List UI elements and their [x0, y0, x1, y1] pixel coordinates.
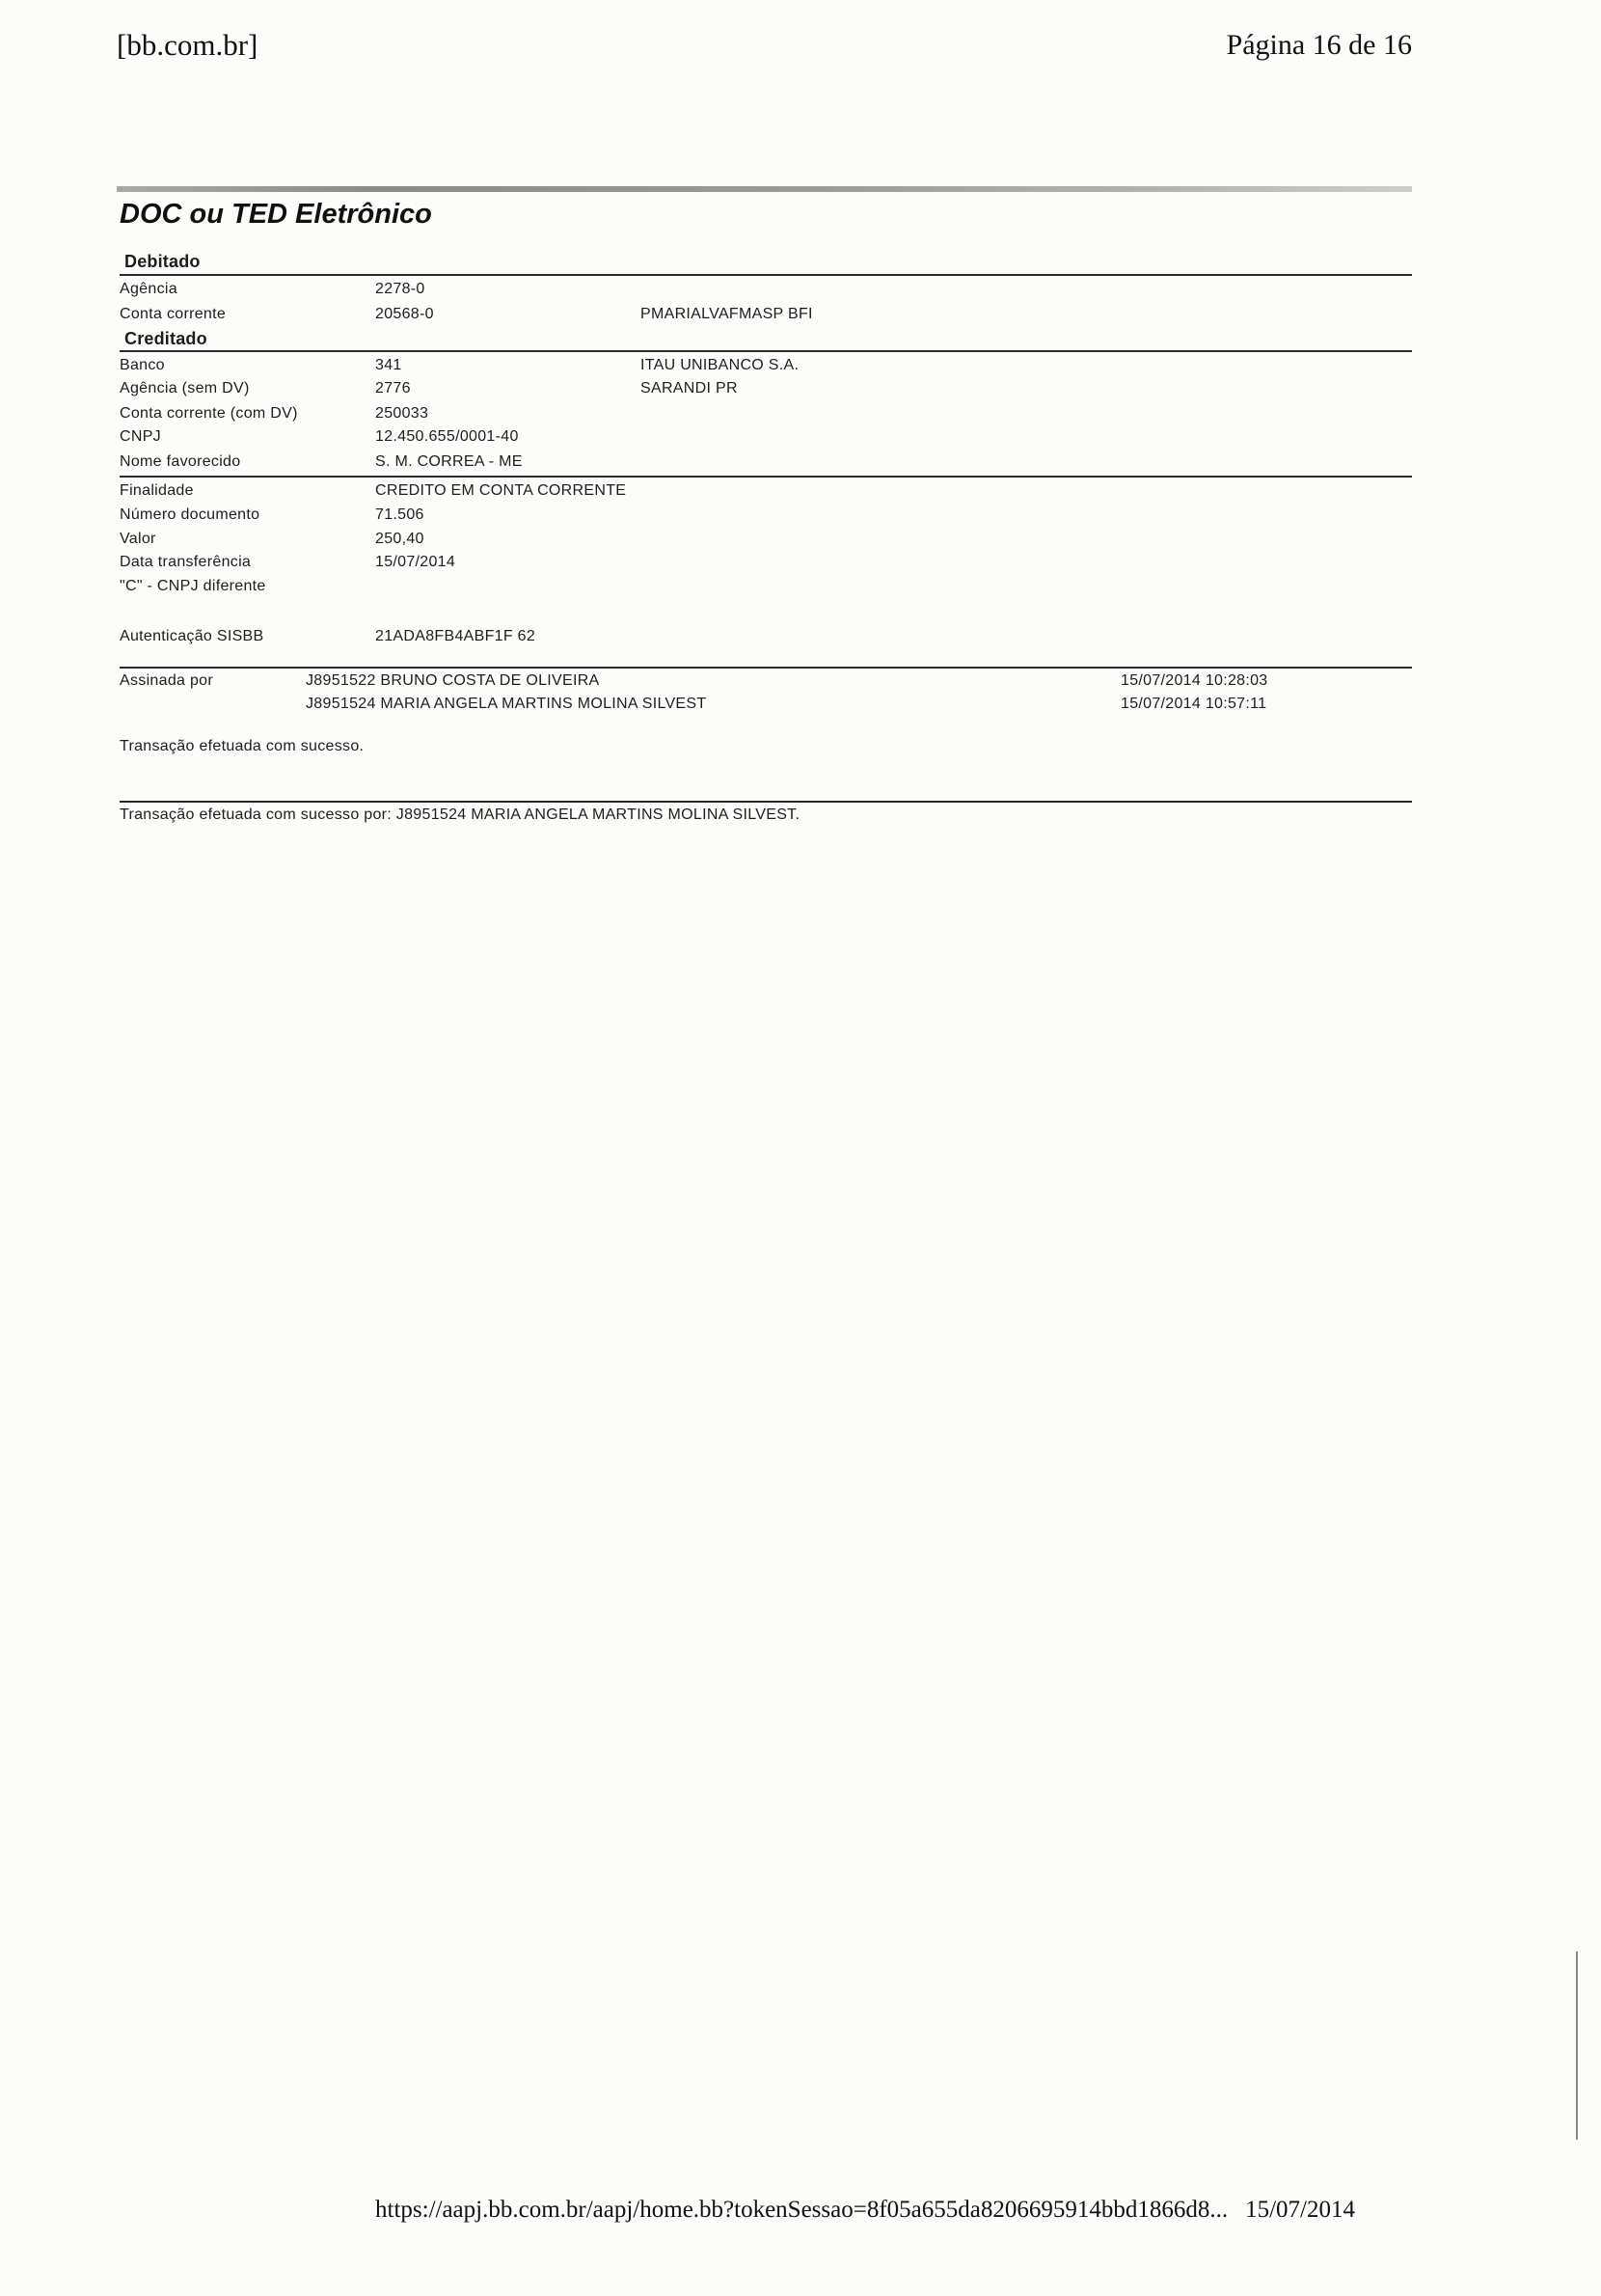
assinada-por-label: Assinada por [120, 672, 213, 689]
data-transferencia-label: Data transferência [120, 554, 252, 570]
signer-datetime: 15/07/2014 10:28:03 [1121, 672, 1268, 689]
data-transferencia-value: 15/07/2014 [375, 554, 456, 570]
status-message: Transação efetuada com sucesso. [120, 738, 365, 754]
finalidade-value: CREDITO EM CONTA CORRENTE [375, 482, 627, 499]
creditado-conta-label: Conta corrente (com DV) [120, 405, 298, 422]
creditado-heading: Creditado [124, 329, 207, 348]
debitado-agencia-label: Agência [120, 281, 177, 297]
signer-datetime: 15/07/2014 10:57:11 [1121, 696, 1267, 712]
debitado-heading: Debitado [124, 252, 201, 271]
creditado-cnpj-label: CNPJ [120, 428, 161, 445]
creditado-divider [120, 350, 1412, 352]
valor-value: 250,40 [375, 531, 424, 547]
creditado-banco-value: 341 [375, 357, 402, 373]
debitado-conta-titular: PMARIALVAFMASP BFI [640, 306, 813, 322]
final-status-message: Transação efetuada com sucesso por: J8951524 MARIA ANGELA MARTINS MOLINA SILVEST. [120, 806, 800, 823]
detalhes-divider [120, 476, 1412, 478]
numero-documento-label: Número documento [120, 506, 260, 523]
print-footer [375, 2194, 1355, 2227]
finalidade-label: Finalidade [120, 482, 194, 499]
signer-name: J8951522 BRUNO COSTA DE OLIVEIRA [306, 672, 600, 689]
creditado-agencia-value: 2776 [375, 380, 411, 396]
creditado-favorecido-label: Nome favorecido [120, 453, 241, 470]
debitado-divider [120, 274, 1412, 276]
footer-date: 15/07/2014 [1245, 2197, 1356, 2223]
scan-edge-mark [1576, 1952, 1578, 2140]
final-divider [120, 801, 1412, 803]
page-title: DOC ou TED Eletrônico [120, 199, 432, 230]
debitado-agencia-value: 2278-0 [375, 281, 425, 297]
signer-name: J8951524 MARIA ANGELA MARTINS MOLINA SILVEST [306, 696, 707, 712]
cnpj-diferente-note: "C" - CNPJ diferente [120, 578, 266, 594]
autenticacao-value: 21ADA8FB4ABF1F 62 [375, 628, 536, 644]
creditado-agencia-label: Agência (sem DV) [120, 380, 250, 396]
page-indicator: Página 16 de 16 [1226, 29, 1412, 61]
creditado-agencia-cidade: SARANDI PR [640, 380, 738, 396]
footer-url: https://aapj.bb.com.br/aapj/home.bb?tokenSessao=8f05a655da8206695914bbd1866d8... [375, 2197, 1229, 2223]
creditado-favorecido-value: S. M. CORREA - ME [375, 453, 523, 470]
creditado-cnpj-value: 12.450.655/0001-40 [375, 428, 519, 445]
creditado-conta-value: 250033 [375, 405, 429, 422]
creditado-banco-nome: ITAU UNIBANCO S.A. [640, 357, 800, 373]
debitado-conta-value: 20568-0 [375, 306, 434, 322]
valor-label: Valor [120, 531, 156, 547]
assinaturas-divider [120, 667, 1412, 669]
site-header: [bb.com.br] [117, 28, 258, 62]
numero-documento-value: 71.506 [375, 506, 424, 523]
autenticacao-label: Autenticação SISBB [120, 628, 264, 644]
debitado-conta-label: Conta corrente [120, 306, 227, 322]
scan-band-divider [117, 186, 1412, 192]
creditado-banco-label: Banco [120, 357, 165, 373]
